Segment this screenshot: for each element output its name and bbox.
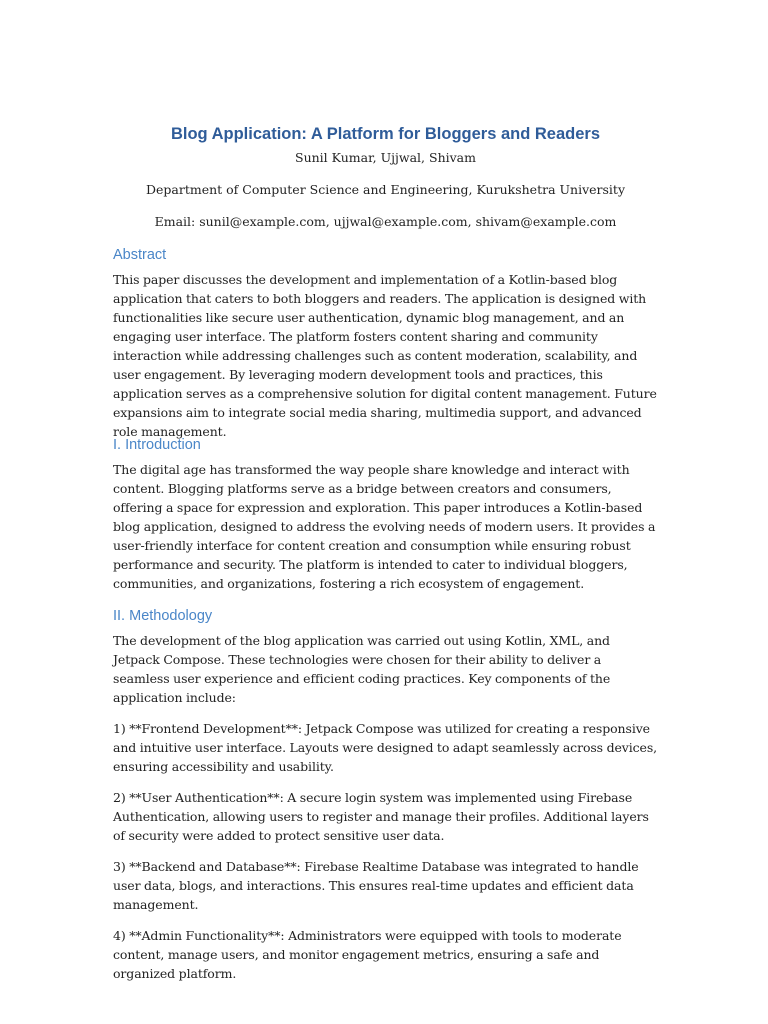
methodology-item-admin: 4) **Admin Functionality**: Administrators were equipped with tools to moderate content, manage users, and monitor engagement metrics, ensuring a safe and organized platform. — [113, 928, 622, 981]
methodology-item-frontend: 1) **Frontend Development**: Jetpack Compose was utilized for creating a responsive and intuitive user interface. Layouts were designed to adapt seamlessly across devices, ensuring accessibility and usability. — [113, 721, 658, 774]
paper-affiliation: Department of Computer Science and Engineering, Kurukshetra University — [145, 182, 626, 197]
methodology-item-backend: 3) **Backend and Database**: Firebase Realtime Database was integrated to handle user data, blogs, and interactions. This ensures real-time updates and efficient data management. — [113, 859, 639, 912]
abstract-text: This paper discusses the development and implementation of a Kotlin-based blog application that caters to both bloggers and readers. The application is designed with functionalities like secure user authentication, dynamic blog management, and an engaging user interface. The platform fosters content sharing and community interaction while addressing challenges such as content moderation, scalability, and user engagement. By leveraging modern development tools and practices, this application serves as a comprehensive solution for digital content management. Future expansions aim to integrate social media sharing, multimedia support, and advanced role management. — [113, 272, 657, 439]
abstract-section — [113, 246, 658, 441]
introduction-heading: I. Introduction — [113, 437, 201, 453]
methodology-item-authentication: 2) **User Authentication**: A secure login system was implemented using Firebase Authentication, allowing users to register and manage their profiles. Additional layers of security were added to protect sensitive user data. — [113, 790, 649, 843]
introduction-section — [113, 436, 658, 593]
paper-title: Blog Application: A Platform for Bloggers and Readers — [170, 125, 601, 143]
methodology-section — [113, 607, 658, 983]
methodology-heading: II. Methodology — [113, 608, 213, 624]
abstract-heading: Abstract — [113, 247, 167, 263]
methodology-intro: The development of the blog application was carried out using Kotlin, XML, and Jetpack Compose. These technologies were chosen for their ability to deliver a seamless user experience and efficient coding practices. Key components of the application include: — [113, 633, 611, 705]
paper-email: Email: sunil@example.com, ujjwal@example.com, shivam@example.com — [154, 214, 617, 229]
introduction-text: The digital age has transformed the way people share knowledge and interact with content. Blogging platforms serve as a bridge between creators and consumers, offering a space for expression and exploration. This paper introduces a Kotlin-based blog application, designed to address the evolving needs of modern users. It provides a user-friendly interface for content creation and consumption while ensuring robust performance and security. The platform is intended to cater to individual bloggers, communities, and organizations, fostering a rich ecosystem of engagement. — [113, 462, 656, 591]
paper-authors: Sunil Kumar, Ujjwal, Shivam — [295, 150, 476, 165]
